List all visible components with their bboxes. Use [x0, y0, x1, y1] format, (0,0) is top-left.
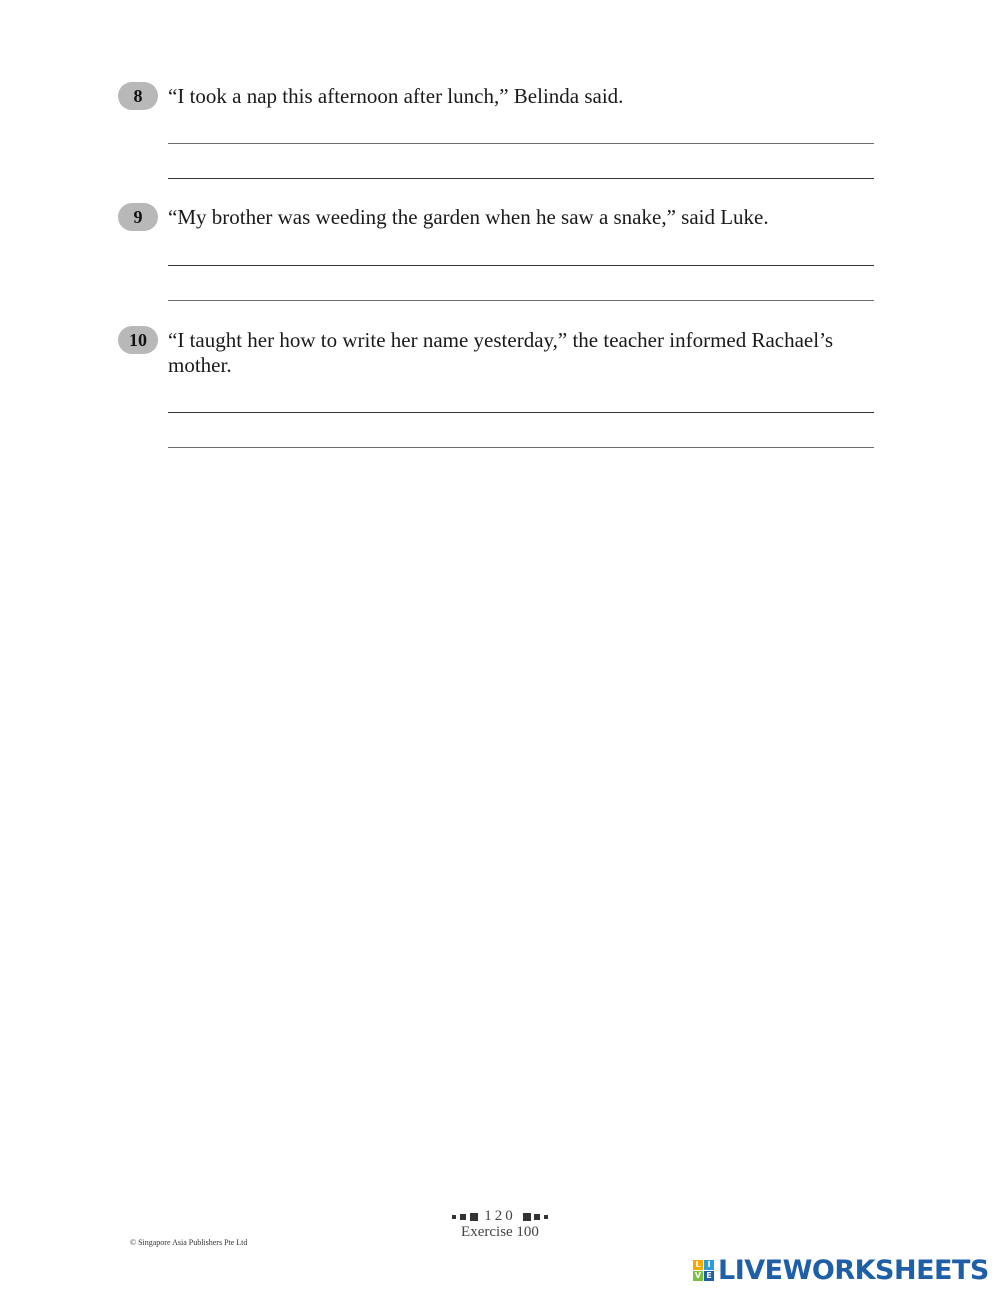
logo-grid-icon — [693, 1260, 714, 1281]
square-icon — [470, 1213, 478, 1221]
page-number-row — [452, 1208, 548, 1224]
question-text: “I took a nap this afternoon after lunch,” Belinda said. — [168, 84, 624, 108]
exercise-label: Exercise 100 — [461, 1224, 539, 1240]
square-icon — [523, 1213, 531, 1221]
answer-line-8a[interactable] — [168, 143, 874, 144]
answer-line-9b[interactable] — [168, 300, 874, 301]
question-text: “My brother was weeding the garden when he saw a snake,” said Luke. — [168, 205, 769, 229]
liveworksheets-logo — [693, 1253, 989, 1287]
logo-letter: L — [693, 1260, 703, 1270]
question-text: “I taught her how to write her name yesterday,” the teacher informed Rachael’s mother. — [168, 328, 834, 377]
page-footer — [420, 1208, 580, 1240]
logo-letter: I — [704, 1260, 714, 1270]
square-icon — [534, 1214, 540, 1220]
answer-line-9a[interactable] — [168, 265, 874, 266]
answer-line-10a[interactable] — [168, 412, 874, 413]
answer-line-10b[interactable] — [168, 447, 874, 448]
question-number-badge: 9 — [118, 203, 158, 231]
logo-letter: E — [704, 1271, 714, 1281]
square-icon — [460, 1214, 466, 1220]
square-icon — [452, 1215, 456, 1219]
logo-letter: V — [694, 1270, 702, 1280]
logo-text: LIVEWORKSHEETS — [718, 1254, 989, 1286]
answer-line-8b[interactable] — [168, 178, 874, 179]
copyright-notice: © Singapore Asia Publishers Pte Ltd — [130, 1238, 248, 1247]
square-icon — [544, 1215, 548, 1219]
page-number: 120 — [484, 1208, 516, 1224]
question-number-badge: 10 — [118, 326, 158, 354]
question-number-badge: 8 — [118, 82, 158, 110]
